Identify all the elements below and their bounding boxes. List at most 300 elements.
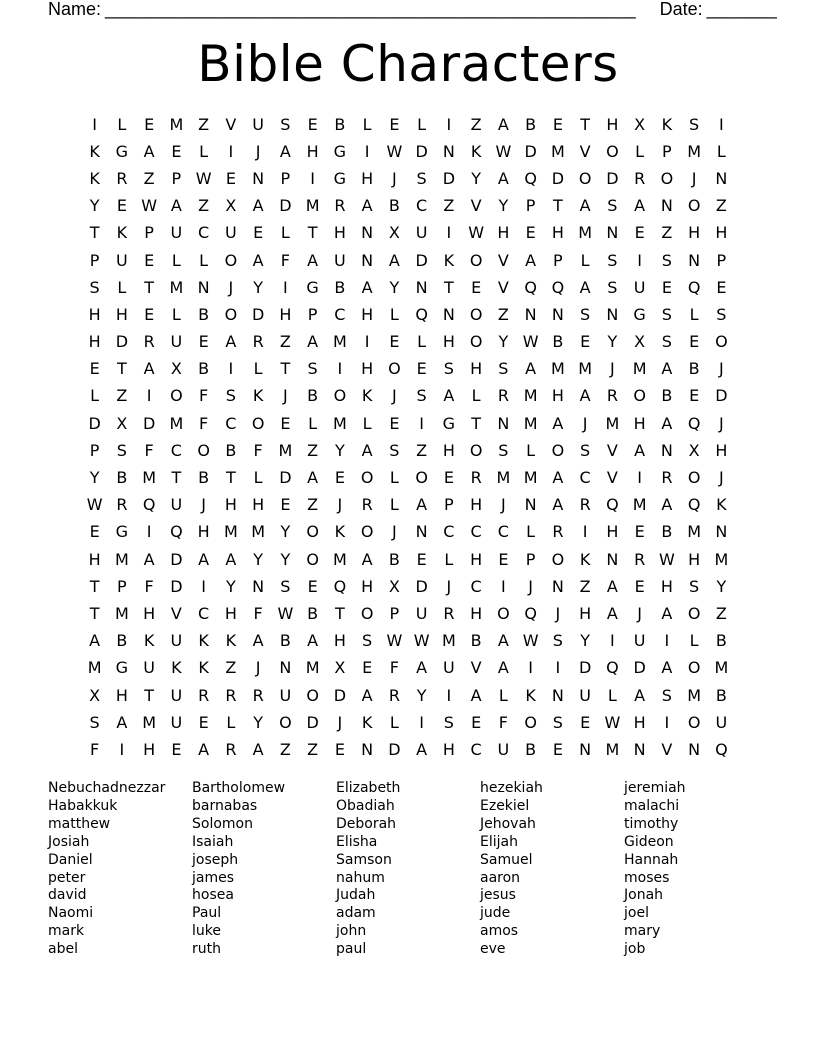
grid-letter[interactable]: B: [307, 386, 319, 406]
grid-letter[interactable]: U: [170, 495, 183, 515]
grid-letter[interactable]: J: [528, 576, 533, 596]
grid-letter[interactable]: Y: [253, 549, 264, 569]
grid-letter[interactable]: K: [89, 168, 100, 188]
grid-letter[interactable]: Y: [253, 277, 264, 297]
grid-letter[interactable]: K: [525, 685, 536, 705]
grid-letter[interactable]: R: [443, 603, 455, 623]
grid-letter[interactable]: F: [389, 658, 399, 678]
grid-letter[interactable]: E: [443, 468, 454, 488]
grid-letter[interactable]: Z: [416, 440, 428, 460]
grid-letter[interactable]: A: [307, 468, 319, 488]
grid-letter[interactable]: A: [579, 196, 591, 216]
grid-letter[interactable]: S: [116, 440, 127, 460]
grid-letter[interactable]: L: [526, 522, 536, 542]
grid-letter[interactable]: D: [524, 141, 537, 161]
grid-letter[interactable]: S: [280, 114, 291, 134]
grid-letter[interactable]: S: [689, 114, 700, 134]
grid-letter[interactable]: H: [579, 603, 592, 623]
grid-letter[interactable]: J: [555, 603, 561, 623]
grid-letter[interactable]: A: [361, 549, 373, 569]
grid-letter[interactable]: E: [634, 522, 645, 542]
grid-letter[interactable]: S: [689, 576, 700, 596]
grid-letter[interactable]: A: [525, 359, 537, 379]
grid-letter[interactable]: M: [605, 413, 620, 433]
grid-letter[interactable]: L: [444, 549, 454, 569]
grid-letter[interactable]: M: [169, 114, 184, 134]
grid-letter[interactable]: E: [225, 168, 236, 188]
grid-letter[interactable]: N: [524, 304, 537, 324]
grid-letter[interactable]: M: [714, 549, 729, 569]
grid-letter[interactable]: I: [446, 685, 452, 705]
grid-letter[interactable]: V: [470, 658, 482, 678]
grid-letter[interactable]: L: [199, 250, 209, 270]
grid-letter[interactable]: J: [255, 658, 261, 678]
grid-letter[interactable]: M: [87, 658, 102, 678]
grid-letter[interactable]: Y: [280, 549, 291, 569]
grid-letter[interactable]: N: [551, 685, 564, 705]
grid-letter[interactable]: K: [661, 114, 673, 134]
grid-letter[interactable]: O: [469, 304, 483, 324]
grid-letter[interactable]: U: [579, 685, 591, 705]
grid-letter[interactable]: E: [307, 114, 318, 134]
grid-letter[interactable]: K: [716, 495, 727, 515]
grid-letter[interactable]: M: [578, 359, 593, 379]
grid-letter[interactable]: K: [116, 223, 128, 243]
grid-letter[interactable]: J: [501, 495, 506, 515]
grid-letter[interactable]: A: [307, 631, 319, 651]
grid-letter[interactable]: A: [361, 277, 373, 297]
grid-letter[interactable]: A: [552, 413, 564, 433]
grid-letter[interactable]: S: [498, 440, 509, 460]
grid-letter[interactable]: C: [225, 413, 237, 433]
grid-letter[interactable]: I: [555, 658, 561, 678]
grid-letter[interactable]: N: [252, 576, 265, 596]
grid-letter[interactable]: Y: [580, 631, 591, 651]
grid-letter[interactable]: A: [497, 658, 509, 678]
grid-letter[interactable]: M: [169, 277, 184, 297]
grid-letter[interactable]: A: [143, 359, 155, 379]
grid-letter[interactable]: D: [415, 576, 428, 596]
grid-letter[interactable]: O: [360, 522, 374, 542]
grid-letter[interactable]: T: [334, 603, 345, 623]
grid-letter[interactable]: C: [198, 603, 210, 623]
grid-letter[interactable]: P: [89, 250, 100, 270]
grid-letter[interactable]: K: [252, 386, 264, 406]
grid-letter[interactable]: K: [89, 141, 100, 161]
grid-letter[interactable]: N: [497, 413, 510, 433]
grid-letter[interactable]: X: [170, 359, 182, 379]
grid-letter[interactable]: P: [525, 549, 536, 569]
grid-letter[interactable]: A: [143, 141, 155, 161]
grid-letter[interactable]: U: [170, 223, 183, 243]
grid-letter[interactable]: A: [416, 658, 428, 678]
grid-letter[interactable]: A: [606, 576, 618, 596]
grid-letter[interactable]: E: [689, 332, 700, 352]
grid-letter[interactable]: G: [115, 522, 129, 542]
grid-letter[interactable]: H: [88, 549, 101, 569]
grid-letter[interactable]: I: [364, 332, 370, 352]
grid-letter[interactable]: K: [171, 658, 182, 678]
grid-letter[interactable]: A: [552, 495, 564, 515]
grid-letter[interactable]: S: [443, 359, 454, 379]
grid-letter[interactable]: L: [635, 141, 645, 161]
grid-letter[interactable]: Q: [715, 739, 728, 759]
grid-letter[interactable]: Z: [661, 223, 673, 243]
grid-letter[interactable]: R: [225, 739, 237, 759]
grid-letter[interactable]: V: [579, 141, 591, 161]
grid-letter[interactable]: T: [225, 468, 236, 488]
grid-letter[interactable]: K: [361, 386, 373, 406]
grid-letter[interactable]: M: [251, 522, 266, 542]
grid-letter[interactable]: Q: [170, 522, 183, 542]
grid-letter[interactable]: R: [552, 522, 564, 542]
grid-letter[interactable]: O: [606, 141, 619, 161]
grid-letter[interactable]: I: [446, 223, 452, 243]
grid-letter[interactable]: A: [170, 196, 182, 216]
grid-letter[interactable]: E: [89, 359, 100, 379]
grid-letter[interactable]: H: [470, 603, 483, 623]
grid-letter[interactable]: Z: [470, 114, 482, 134]
grid-letter[interactable]: E: [171, 739, 182, 759]
grid-letter[interactable]: P: [117, 576, 127, 596]
grid-letter[interactable]: S: [607, 196, 618, 216]
grid-letter[interactable]: R: [334, 196, 346, 216]
grid-letter[interactable]: J: [283, 386, 288, 406]
grid-letter[interactable]: S: [498, 359, 509, 379]
grid-letter[interactable]: I: [637, 250, 642, 270]
grid-letter[interactable]: H: [688, 223, 701, 243]
grid-letter[interactable]: Z: [307, 440, 319, 460]
grid-letter[interactable]: M: [142, 712, 157, 732]
grid-letter[interactable]: N: [715, 168, 728, 188]
grid-letter[interactable]: N: [606, 304, 619, 324]
grid-letter[interactable]: P: [553, 250, 563, 270]
grid-letter[interactable]: I: [228, 141, 234, 161]
grid-letter[interactable]: U: [334, 250, 346, 270]
grid-letter[interactable]: E: [416, 549, 427, 569]
grid-letter[interactable]: V: [470, 196, 482, 216]
grid-letter[interactable]: H: [115, 304, 128, 324]
grid-letter[interactable]: A: [661, 359, 673, 379]
grid-letter[interactable]: D: [279, 468, 292, 488]
grid-letter[interactable]: G: [115, 658, 129, 678]
grid-letter[interactable]: C: [579, 468, 591, 488]
grid-letter[interactable]: L: [526, 440, 536, 460]
grid-letter[interactable]: M: [550, 359, 565, 379]
grid-letter[interactable]: Q: [524, 168, 537, 188]
grid-letter[interactable]: L: [689, 631, 699, 651]
grid-letter[interactable]: B: [198, 359, 210, 379]
grid-letter[interactable]: C: [198, 223, 210, 243]
grid-letter[interactable]: I: [310, 168, 315, 188]
grid-letter[interactable]: V: [225, 114, 237, 134]
grid-letter[interactable]: B: [715, 685, 727, 705]
grid-letter[interactable]: L: [417, 332, 427, 352]
grid-letter[interactable]: I: [201, 576, 206, 596]
grid-letter[interactable]: E: [634, 576, 645, 596]
grid-letter[interactable]: P: [525, 196, 536, 216]
grid-letter[interactable]: M: [305, 658, 320, 678]
grid-letter[interactable]: G: [442, 413, 456, 433]
grid-letter[interactable]: X: [116, 413, 128, 433]
grid-letter[interactable]: E: [144, 250, 155, 270]
grid-letter[interactable]: X: [89, 685, 101, 705]
grid-letter[interactable]: P: [389, 603, 400, 623]
grid-letter[interactable]: O: [660, 168, 674, 188]
grid-letter[interactable]: W: [386, 141, 403, 161]
grid-letter[interactable]: P: [307, 304, 318, 324]
grid-letter[interactable]: V: [661, 739, 673, 759]
grid-letter[interactable]: G: [115, 141, 129, 161]
grid-letter[interactable]: O: [251, 413, 265, 433]
grid-letter[interactable]: O: [551, 440, 565, 460]
grid-letter[interactable]: D: [415, 250, 428, 270]
grid-letter[interactable]: J: [582, 413, 588, 433]
grid-letter[interactable]: S: [416, 168, 427, 188]
grid-letter[interactable]: H: [633, 413, 646, 433]
grid-letter[interactable]: H: [361, 576, 374, 596]
grid-letter[interactable]: V: [497, 277, 509, 297]
grid-letter[interactable]: D: [715, 386, 728, 406]
grid-letter[interactable]: G: [306, 277, 319, 297]
grid-letter[interactable]: P: [144, 223, 154, 243]
grid-letter[interactable]: N: [688, 739, 701, 759]
grid-letter[interactable]: E: [362, 658, 373, 678]
grid-letter[interactable]: E: [580, 332, 591, 352]
grid-letter[interactable]: H: [361, 168, 374, 188]
grid-letter[interactable]: X: [388, 223, 400, 243]
grid-letter[interactable]: T: [307, 223, 318, 243]
grid-letter[interactable]: H: [442, 440, 455, 460]
grid-letter[interactable]: D: [279, 196, 292, 216]
grid-letter[interactable]: Z: [579, 576, 591, 596]
grid-letter[interactable]: E: [171, 141, 182, 161]
grid-letter[interactable]: W: [658, 549, 675, 569]
grid-letter[interactable]: I: [446, 114, 452, 134]
grid-letter[interactable]: T: [443, 277, 454, 297]
grid-letter[interactable]: J: [255, 141, 261, 161]
grid-letter[interactable]: N: [197, 277, 210, 297]
grid-letter[interactable]: S: [661, 250, 672, 270]
grid-letter[interactable]: J: [691, 168, 697, 188]
grid-letter[interactable]: I: [228, 359, 234, 379]
grid-letter[interactable]: N: [633, 739, 646, 759]
grid-letter[interactable]: O: [306, 685, 319, 705]
grid-letter[interactable]: W: [277, 603, 294, 623]
grid-letter[interactable]: I: [92, 114, 97, 134]
grid-letter[interactable]: L: [90, 386, 100, 406]
grid-letter[interactable]: M: [578, 223, 593, 243]
grid-letter[interactable]: S: [225, 386, 236, 406]
grid-letter[interactable]: P: [662, 141, 672, 161]
grid-letter[interactable]: R: [252, 685, 264, 705]
grid-letter[interactable]: T: [171, 468, 182, 488]
grid-letter[interactable]: F: [199, 386, 209, 406]
grid-letter[interactable]: V: [170, 603, 182, 623]
grid-letter[interactable]: L: [199, 141, 209, 161]
grid-letter[interactable]: Z: [225, 658, 237, 678]
grid-letter[interactable]: H: [361, 304, 374, 324]
grid-letter[interactable]: R: [116, 168, 128, 188]
grid-letter[interactable]: H: [715, 223, 728, 243]
grid-letter[interactable]: N: [279, 658, 292, 678]
grid-letter[interactable]: H: [306, 141, 319, 161]
grid-letter[interactable]: A: [416, 739, 428, 759]
grid-letter[interactable]: T: [580, 114, 591, 134]
grid-letter[interactable]: F: [90, 739, 100, 759]
grid-letter[interactable]: N: [579, 739, 592, 759]
grid-letter[interactable]: T: [89, 603, 100, 623]
grid-letter[interactable]: Q: [524, 277, 537, 297]
grid-letter[interactable]: I: [337, 359, 343, 379]
grid-letter[interactable]: M: [523, 468, 538, 488]
grid-letter[interactable]: O: [224, 250, 238, 270]
grid-letter[interactable]: P: [280, 168, 291, 188]
grid-letter[interactable]: L: [253, 359, 263, 379]
grid-letter[interactable]: A: [470, 685, 482, 705]
grid-letter[interactable]: S: [716, 304, 727, 324]
grid-letter[interactable]: D: [142, 413, 156, 433]
grid-letter[interactable]: H: [224, 603, 237, 623]
grid-letter[interactable]: B: [715, 631, 727, 651]
grid-letter[interactable]: N: [606, 549, 619, 569]
grid-letter[interactable]: B: [552, 332, 564, 352]
grid-letter[interactable]: J: [719, 359, 724, 379]
grid-letter[interactable]: N: [688, 250, 701, 270]
grid-letter[interactable]: V: [606, 468, 618, 488]
grid-letter[interactable]: D: [442, 168, 456, 188]
grid-letter[interactable]: P: [716, 250, 727, 270]
grid-letter[interactable]: E: [144, 114, 155, 134]
grid-letter[interactable]: M: [114, 603, 129, 623]
grid-letter[interactable]: A: [661, 495, 673, 515]
grid-letter[interactable]: O: [687, 658, 701, 678]
grid-letter[interactable]: O: [306, 522, 319, 542]
grid-letter[interactable]: A: [634, 196, 646, 216]
grid-letter[interactable]: D: [333, 685, 347, 705]
grid-letter[interactable]: L: [253, 468, 263, 488]
grid-letter[interactable]: F: [253, 603, 263, 623]
grid-letter[interactable]: Q: [687, 277, 701, 297]
grid-letter[interactable]: S: [580, 440, 591, 460]
grid-letter[interactable]: W: [468, 223, 485, 243]
grid-letter[interactable]: J: [719, 468, 724, 488]
grid-letter[interactable]: A: [198, 739, 210, 759]
grid-letter[interactable]: V: [606, 440, 618, 460]
grid-letter[interactable]: B: [661, 522, 673, 542]
grid-letter[interactable]: A: [525, 250, 537, 270]
grid-letter[interactable]: X: [334, 658, 346, 678]
grid-letter[interactable]: C: [334, 304, 346, 324]
grid-letter[interactable]: L: [171, 250, 181, 270]
grid-letter[interactable]: W: [386, 631, 403, 651]
grid-letter[interactable]: E: [280, 495, 291, 515]
grid-letter[interactable]: E: [389, 332, 400, 352]
grid-letter[interactable]: B: [116, 631, 128, 651]
grid-letter[interactable]: L: [607, 685, 617, 705]
grid-letter[interactable]: O: [687, 603, 701, 623]
grid-letter[interactable]: L: [417, 114, 427, 134]
grid-letter[interactable]: C: [170, 440, 182, 460]
grid-letter[interactable]: A: [252, 250, 264, 270]
grid-letter[interactable]: T: [116, 359, 127, 379]
grid-letter[interactable]: J: [201, 495, 206, 515]
grid-letter[interactable]: S: [661, 332, 672, 352]
grid-letter[interactable]: F: [144, 576, 154, 596]
grid-letter[interactable]: H: [224, 495, 237, 515]
grid-letter[interactable]: D: [388, 739, 401, 759]
grid-letter[interactable]: T: [552, 196, 563, 216]
grid-letter[interactable]: I: [283, 277, 288, 297]
grid-letter[interactable]: A: [606, 603, 618, 623]
grid-letter[interactable]: W: [141, 196, 158, 216]
grid-letter[interactable]: W: [86, 495, 103, 515]
grid-letter[interactable]: I: [664, 631, 670, 651]
grid-letter[interactable]: U: [415, 603, 428, 623]
grid-letter[interactable]: O: [469, 440, 483, 460]
grid-letter[interactable]: O: [497, 603, 510, 623]
grid-letter[interactable]: I: [610, 631, 615, 651]
grid-letter[interactable]: E: [144, 304, 155, 324]
grid-letter[interactable]: H: [143, 739, 156, 759]
grid-letter[interactable]: S: [362, 631, 373, 651]
grid-letter[interactable]: E: [634, 223, 645, 243]
grid-letter[interactable]: D: [88, 413, 101, 433]
grid-letter[interactable]: U: [225, 223, 237, 243]
grid-letter[interactable]: S: [661, 685, 672, 705]
grid-letter[interactable]: N: [551, 576, 564, 596]
grid-letter[interactable]: M: [305, 196, 320, 216]
grid-letter[interactable]: N: [660, 196, 673, 216]
grid-letter[interactable]: K: [334, 522, 346, 542]
grid-letter[interactable]: B: [198, 468, 210, 488]
grid-letter[interactable]: U: [633, 631, 646, 651]
grid-letter[interactable]: H: [442, 332, 455, 352]
grid-letter[interactable]: R: [634, 549, 646, 569]
grid-letter[interactable]: O: [578, 168, 592, 188]
grid-letter[interactable]: T: [471, 413, 482, 433]
grid-letter[interactable]: R: [143, 332, 155, 352]
grid-letter[interactable]: A: [579, 386, 591, 406]
grid-letter[interactable]: O: [524, 712, 537, 732]
grid-letter[interactable]: E: [552, 114, 563, 134]
grid-letter[interactable]: A: [89, 631, 101, 651]
grid-letter[interactable]: I: [664, 712, 670, 732]
grid-letter[interactable]: N: [442, 141, 455, 161]
grid-letter[interactable]: L: [689, 304, 699, 324]
grid-letter[interactable]: H: [88, 332, 101, 352]
grid-letter[interactable]: E: [389, 114, 400, 134]
grid-letter[interactable]: M: [332, 413, 347, 433]
grid-letter[interactable]: K: [443, 250, 455, 270]
grid-letter[interactable]: T: [144, 685, 155, 705]
grid-letter[interactable]: Q: [606, 658, 619, 678]
grid-letter[interactable]: M: [142, 468, 157, 488]
grid-letter[interactable]: S: [89, 277, 100, 297]
grid-letter[interactable]: V: [497, 250, 509, 270]
date-field[interactable]: _______: [706, 0, 777, 19]
grid-letter[interactable]: R: [361, 495, 373, 515]
grid-letter[interactable]: S: [389, 440, 400, 460]
grid-letter[interactable]: H: [551, 386, 564, 406]
grid-letter[interactable]: N: [361, 223, 374, 243]
grid-letter[interactable]: S: [552, 712, 563, 732]
grid-letter[interactable]: Y: [89, 468, 100, 488]
grid-letter[interactable]: B: [307, 603, 319, 623]
grid-letter[interactable]: D: [578, 658, 592, 678]
grid-letter[interactable]: D: [551, 168, 565, 188]
grid-letter[interactable]: E: [580, 712, 591, 732]
